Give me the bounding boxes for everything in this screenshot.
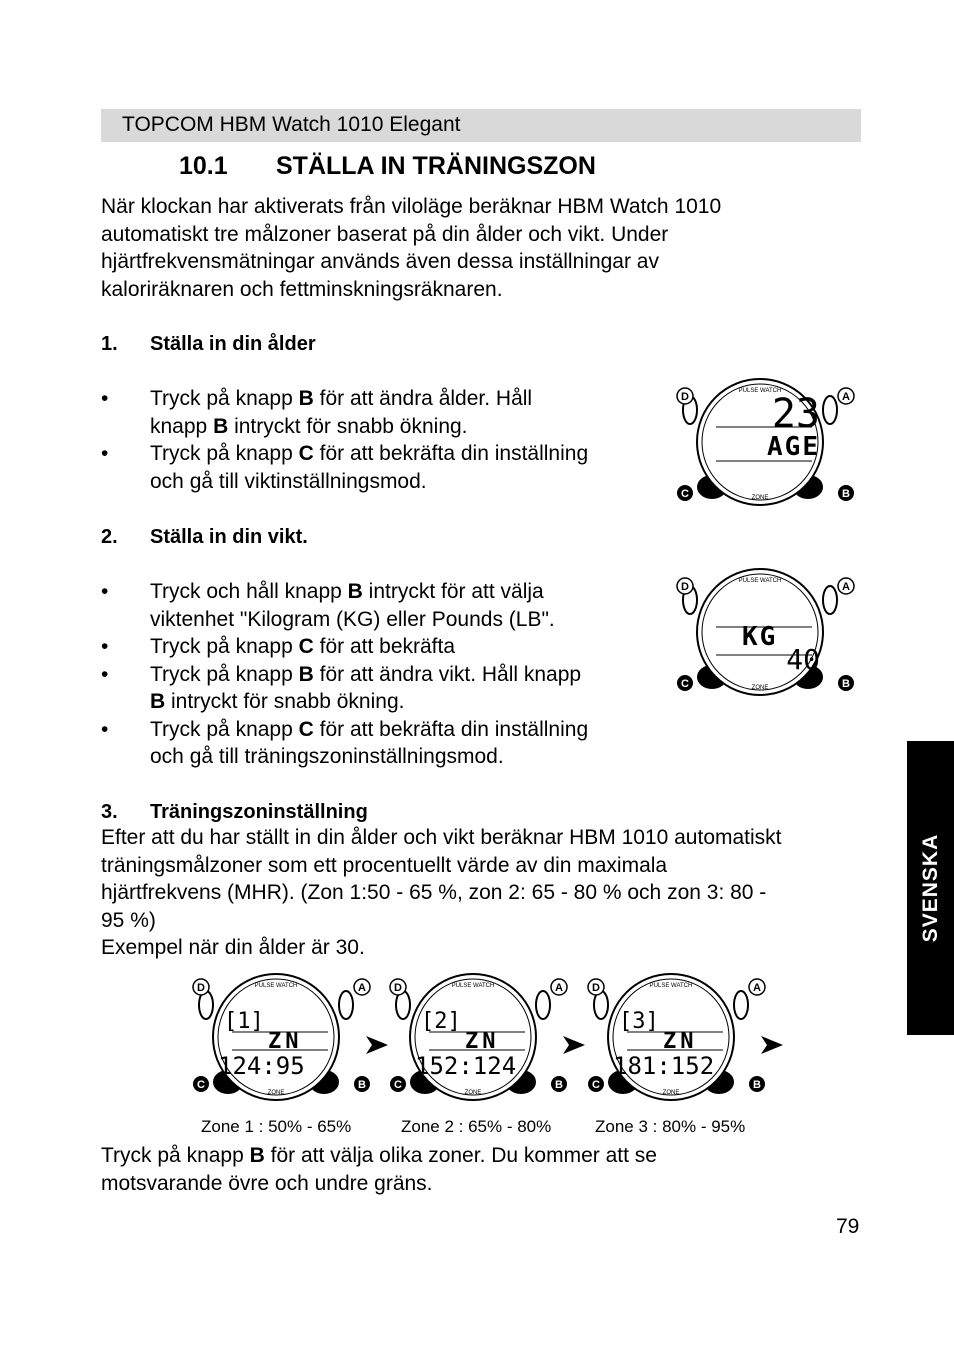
intro-line: automatiskt tre målzoner baserat på din ålder och vikt. Under [101,222,669,246]
watch-brand-bottom: ZONE [751,495,769,501]
watch-zone-illustration [385,970,575,1105]
step3-line: Exempel när din ålder är 30. [101,936,365,959]
button-key: B [213,414,229,438]
bullet-item: • Tryck och håll knapp B intryckt för att välja [101,578,661,606]
section-title [179,150,596,182]
watch-weight-unit: KG [742,622,778,652]
bullet-item: • Tryck på knapp B för att ändra ålder. Håll [101,385,661,413]
button-a-label: A [753,982,761,994]
button-c-label: C [681,678,689,690]
step3-title: Träningszoninställning [150,801,368,823]
watch-zone-id: [2] [421,1009,461,1034]
intro-line: hjärtfrekvensmätningar används även dessa inställningar av [101,250,659,273]
watch-weight-illustration [672,565,862,700]
arrow-right-icon [563,1036,585,1054]
step2-title: Ställa in din vikt. [150,526,308,548]
button-c-label: C [592,1079,600,1091]
watch-age-illustration [672,375,862,510]
zone-caption: Zone 2 : 65% - 80% [401,1117,552,1136]
zone-caption: Zone 3 : 80% - 95% [595,1117,746,1136]
bullet-item: och gå till träningszoninställningsmod. [150,745,504,768]
button-a-label: A [842,391,850,403]
bullet-dot: • [101,387,109,410]
watch-brand-bottom: ZONE [662,1090,680,1096]
bullet-dot: • [101,662,109,686]
step3-number: 3. [101,801,118,823]
step3-line: träningsmålzoner som ett procentuellt värde av din maximala [101,853,668,877]
button-key: B [150,690,166,713]
button-key: B [298,387,314,410]
step3-line: Efter att du har ställt in din ålder och vikt beräknar HBM 1010 automatiskt [101,826,782,849]
header-title: TOPCOM HBM Watch 1010 Elegant [122,113,461,136]
button-d-label: D [592,982,600,994]
step2-heading [101,523,308,551]
button-d-label: D [394,982,402,994]
bullet-dot: • [101,580,109,603]
button-b-label: B [753,1079,761,1091]
language-tab [907,741,954,1035]
button-key: B [347,580,363,603]
watch-zone-code: ZN [663,1029,698,1054]
watch-brand-bottom: ZONE [464,1090,482,1096]
watch-zone-range: 152:124 [415,1052,517,1080]
button-key: C [298,635,314,658]
button-d-label: D [681,581,689,593]
bullet-item: • Tryck på knapp C för att bekräfta din inställning [101,716,661,744]
watch-brand-top: PULSE WATCH [738,388,782,394]
button-b-label: B [555,1079,563,1091]
step1-heading [101,330,316,358]
bullet-item: • Tryck på knapp C för att bekräfta [101,633,661,661]
watch-brand-top: PULSE WATCH [451,983,495,989]
step3-line: 95 %) [101,908,156,932]
step3-heading [101,798,368,826]
bullet-item: viktenhet "Kilogram (KG) eller Pounds (LB". [150,607,555,631]
watch-age-value: 23 [771,391,820,437]
outro-paragraph [101,1142,657,1197]
arrow-right-icon [761,1036,783,1054]
button-a-label: A [842,581,850,593]
button-key: B [249,1144,265,1167]
button-b-label: B [358,1079,366,1091]
button-b-label: B [842,678,850,690]
button-c-label: C [394,1079,402,1091]
step2-bullets [101,578,661,771]
step3-line: hjärtfrekvens (MHR). (Zon 1:50 - 65 %, zon 2: 65 - 80 % och zon 3: 80 - [101,881,767,904]
button-key: C [298,442,314,465]
button-a-label: A [358,982,366,994]
step1-bullets [101,385,661,495]
step3-paragraph [101,824,782,962]
header-bar [101,109,861,142]
watch-zone-illustration [188,970,378,1105]
outro-line: Tryck på knapp B för att välja olika zoner. Du kommer att se [101,1144,657,1167]
watch-brand-top: PULSE WATCH [254,983,298,989]
watch-zone-range: 181:152 [613,1052,715,1080]
button-key: C [298,717,314,741]
outro-line: motsvarande övre och undre gräns. [101,1171,433,1195]
watch-brand-bottom: ZONE [751,685,769,691]
bullet-item: och gå till viktinställningsmod. [150,469,427,493]
watch-zone-range: 124:95 [218,1052,305,1080]
button-key: B [298,662,314,686]
button-d-label: D [197,982,205,994]
zone-caption: Zone 1 : 50% - 65% [201,1117,352,1136]
watch-weight-value: 40 [786,643,820,676]
watch-zone-id: [1] [224,1009,264,1034]
watch-brand-top: PULSE WATCH [649,983,693,989]
page-number: 79 [836,1215,860,1238]
watch-zone-illustration [583,970,773,1105]
bullet-item: • Tryck på knapp B för att ändra vikt. Håll knapp [101,661,661,689]
bullet-item: • Tryck på knapp C för att bekräfta din inställning [101,440,661,468]
step1-title: Ställa in din ålder [150,333,316,355]
intro-line: När klockan har aktiverats från viloläge beräknar HBM Watch 1010 [101,195,722,218]
watch-zone-id: [3] [619,1009,659,1034]
button-c-label: C [197,1079,205,1091]
section-heading: STÄLLA IN TRÄNINGSZON [276,152,596,180]
step1-number: 1. [101,333,118,355]
watch-brand-top: PULSE WATCH [738,578,782,584]
intro-line: kaloriräknaren och fettminskningsräknaren. [101,277,503,301]
watch-age-label: AGE [767,432,820,462]
watch-brand-bottom: ZONE [267,1090,285,1096]
section-number: 10.1 [179,152,228,180]
button-c-label: C [681,488,689,500]
watch-zone-code: ZN [268,1029,303,1054]
button-a-label: A [555,982,563,994]
language-tab-label: SVENSKA [918,833,942,943]
bullet-dot: • [101,717,109,741]
step2-number: 2. [101,526,118,548]
bullet-dot: • [101,635,109,658]
button-b-label: B [842,488,850,500]
bullet-dot: • [101,442,109,465]
bullet-item: knapp B intryckt för snabb ökning. [150,414,468,438]
watch-zone-code: ZN [465,1029,500,1054]
bullet-item: B intryckt för snabb ökning. [150,690,405,713]
intro-paragraph [101,193,721,303]
button-d-label: D [681,391,689,403]
